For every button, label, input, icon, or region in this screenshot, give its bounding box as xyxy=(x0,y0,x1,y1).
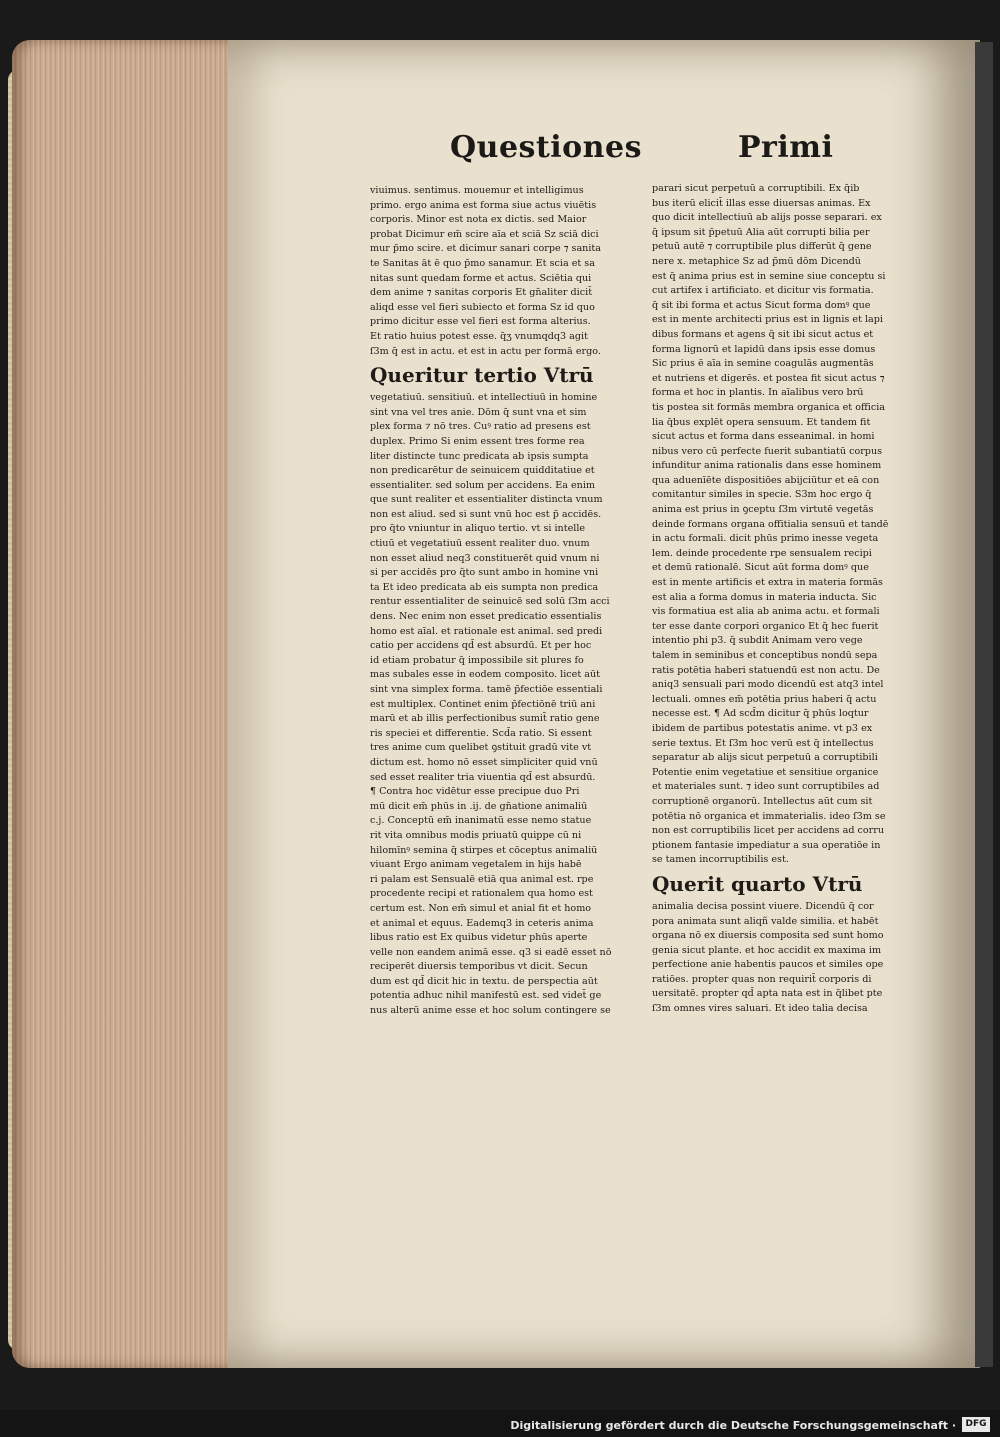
text-line: dem anime ⁊ sanitas corporis Et gn̄aliter dicit̄ xyxy=(370,287,593,299)
text-line: dibus formans et agens q̄ sit ibi sicut actus et xyxy=(652,328,874,340)
text-column-left xyxy=(370,184,645,1064)
running-head-right: Primi xyxy=(738,130,834,165)
text-line: uersitatē. propter qd̄ apta nata est in q̄libet pte xyxy=(652,988,883,1000)
text-line: primo dicitur esse vel fieri est forma alterius. xyxy=(370,316,591,328)
text-line: nere x. metaphice Sz ad p̄mū dōm Dicendū xyxy=(652,255,861,267)
text-line: deinde formans organa offitialia sensuū et tandē xyxy=(652,518,889,530)
text-line: probat Dicimur em̄ scire aīa et sciā Sz sciā dici xyxy=(370,228,599,240)
text-line: et demū rationalē. Sicut aūt forma domꝰ que xyxy=(652,562,869,574)
text-line: ta Et ideo predicata ab eis sumpta non predica xyxy=(370,581,599,593)
text-line: Sic prius ē aīa in semine coagulās augmentās xyxy=(652,358,874,370)
text-line: bus iterū elicit̄ illas esse diuersas animas. Ex xyxy=(652,197,871,209)
text-line: quo dicit intellectiuū ab alijs posse separari. ex xyxy=(652,212,882,224)
text-line: non est aliud. sed si sunt vnū hoc est p̄ accidēs. xyxy=(370,508,602,520)
text-line: rentur essentialiter de seinuicē sed solū ſ3m acci xyxy=(370,596,610,608)
question-heading-tertio: Queritur tertio Vtrū xyxy=(370,363,594,388)
text-line: hilomīnꝰ semina q̄ stirpes et cōceptus animaliū xyxy=(370,844,598,856)
text-line: corruptionē organorū. Intellectus aūt cum sit xyxy=(652,795,873,807)
text-line: potētia nō organica et immaterialis. ideo ſ3m se xyxy=(652,810,886,822)
text-line: q̄ sit ibi forma et actus Sicut forma domꝰ que xyxy=(652,299,871,311)
text-line: dum est qd̄ dicit hic in textu. de perspectia aūt xyxy=(370,975,598,987)
text-line: necesse est. ¶ Ad scd̄m dicitur q̄ phūs loqtur xyxy=(652,708,869,720)
text-line: tis postea sit formās membra organica et officia xyxy=(652,401,886,413)
text-line: non est corruptibilis licet per accidens ad corru xyxy=(652,825,885,837)
question-heading-quarto: Querit quarto Vtrū xyxy=(652,871,863,896)
text-line: mas subales esse in eodem composito. licet aūt xyxy=(370,669,601,681)
text-line: aliqd esse vel fieri subiecto et forma Sz id quo xyxy=(370,301,595,313)
funding-credit: Digitalisierung gefördert durch die Deutsche Forschungsgemeinschaft · xyxy=(510,1419,956,1432)
text-line: sicut actus et forma dans esseanimal. in homi xyxy=(652,431,875,443)
right-lines-b xyxy=(652,900,920,1017)
text-line: talem in seminibus et conceptibus nondū sepa xyxy=(652,650,878,661)
text-line: ri palam est Sensualē etiā qua animal est. rpe xyxy=(370,873,594,885)
text-line: et materiales sunt. ⁊ ideo sunt corruptibiles ad xyxy=(652,781,880,793)
text-line: viuant Ergo animam vegetalem in hijs habē xyxy=(370,859,582,871)
text-line: comitantur similes in specie. S3m hoc ergo q̄ xyxy=(652,489,872,501)
text-line: Potentie enim vegetatiue et sensitiue organice xyxy=(652,766,879,778)
text-line: id etiam probatur q̄ impossibile sit plures fo xyxy=(370,654,584,666)
text-line: in actu formali. dicit phūs primo inesse vegeta xyxy=(652,533,879,545)
text-line: nitas sunt quedam forme et actus. Sciētia qui xyxy=(370,272,592,284)
text-line: ſ3m omnes vires saluari. Et ideo talia decisa xyxy=(652,1003,868,1015)
text-line: duplex. Primo Si enim essent tres forme rea xyxy=(370,435,585,447)
text-line: q̄ ipsum sit p̄petuū Alia aūt corrupti bilia per xyxy=(652,226,870,238)
text-line: velle non eandem animā esse. q3 si eadē esset nō xyxy=(370,946,612,958)
text-line: lia q̄bus explēt opera sensuum. Et tandem fit xyxy=(652,416,871,428)
gutter-shadow xyxy=(975,42,993,1367)
left-lines-b xyxy=(370,391,645,1019)
text-line: potentia adhuc nihil manifestū est. sed videt̄ ge xyxy=(370,990,602,1002)
text-line: sint vna vel tres anie. Dōm q̄ sunt vna et sim xyxy=(370,406,587,418)
text-line: est q̄ anima prius est in semine siue conceptu si xyxy=(652,270,886,282)
text-line: lem. deinde procedente rpe sensualem recipi xyxy=(652,547,872,559)
text-line: ſ3m q̄ est in actu. et est in actu per formā ergo. xyxy=(370,345,601,357)
text-line: petuū autē ⁊ corruptibile plus differūt q̄ gene xyxy=(652,241,872,253)
text-line: sed esset realiter tria viuentia qd̄ est absurdū. xyxy=(370,771,596,783)
text-line: separatur ab alijs sicut perpetuū a corruptibili xyxy=(652,752,878,764)
text-line: cut artifex i artificiato. et dicitur vis formatia. xyxy=(652,285,874,297)
text-line: pro q̄to vniuntur in aliquo tertio. vt si intelle xyxy=(370,523,586,535)
text-line: que sunt realiter et essentialiter distincta vnum xyxy=(370,494,603,506)
text-line: ¶ Contra hoc vidētur esse precipue duo Pri xyxy=(370,786,580,798)
text-line: dictum est. homo nō esset simpliciter quid vnū xyxy=(370,756,598,768)
text-line: est alia a forma domus in materia inducta. Sic xyxy=(652,591,877,603)
left-lines-a xyxy=(370,184,645,359)
text-line: aniq3 sensuali pari modo dicendū est atq3 intel xyxy=(652,679,884,691)
text-line: intentio phi p3. q̄ subdit Animam vero vege xyxy=(652,635,863,647)
text-line: ris speciei et differentie. Scd̄a ratio. Si essent xyxy=(370,727,592,739)
text-line: libus ratio est Ex quibus videtur phūs aperte xyxy=(370,932,588,944)
running-head-left: Questiones xyxy=(450,130,642,165)
page-block-edge xyxy=(12,40,230,1368)
text-line: sint vna simplex forma. tamē p̄fectiōe essentiali xyxy=(370,684,603,695)
text-line: catio per accidens qd̄ est absurdū. Et per hoc xyxy=(370,640,592,652)
text-line: serie textus. Et ſ3m hoc verū est q̄ intellectus xyxy=(652,737,874,749)
text-line: ratis potētia haberi statuendū est non actu. De xyxy=(652,664,880,676)
text-line: qua aduenīēte dispositiōes abijciūtur et eā con xyxy=(652,474,880,486)
text-line: forma lignorū et lapidū dans ipsis esse domus xyxy=(652,343,876,355)
text-column-right xyxy=(652,182,920,1042)
text-line: primo. ergo anima est forma siue actus viuētis xyxy=(370,199,597,211)
text-line: nibus vero cū perfecte fuerit subantiatū corpus xyxy=(652,445,883,457)
text-line: non predicarētur de seinuicem quidditatiue et xyxy=(370,465,595,477)
text-line: lectuali. omnes em̄ potētia prius haberi q̄ actu xyxy=(652,693,877,705)
text-line: si per accidēs pro q̄to sunt ambo in homine vni xyxy=(370,567,599,579)
text-line: ptionem fantasie impediatur a sua operatiōe in xyxy=(652,839,881,851)
text-line: perfectione anie habentis paucos et similes ope xyxy=(652,959,884,971)
text-line: ter esse dante corpori organico Et q̄ hec fuerit xyxy=(652,620,879,632)
text-line: est in mente artificis et extra in materia formās xyxy=(652,577,883,589)
text-line: marū et ab illis perfectionibus sumit̄ ratio gene xyxy=(370,713,600,725)
text-line: et animal et equus. Eademq3 in ceteris anima xyxy=(370,917,594,929)
text-line: infunditur anima rationalis dans esse hominem xyxy=(652,460,882,472)
right-lines-a xyxy=(652,182,920,868)
text-line: ibidem de partibus potestatis anime. vt p3 ex xyxy=(652,722,873,734)
text-line: vis formatiua est alia ab anima actu. et formali xyxy=(652,606,880,618)
text-line: nus alterū anime esse et hoc solum contingere se xyxy=(370,1005,611,1017)
text-line: certum est. Non em̄ simul et anial fit et homo xyxy=(370,902,592,914)
text-line: procedente recipi et rationalem qua homo est xyxy=(370,888,593,900)
text-line: corporis. Minor est nota ex dictis. sed Maior xyxy=(370,214,587,226)
text-line: dens. Nec enim non esset predicatio essentialis xyxy=(370,611,602,623)
text-line: mur p̄mo scire. et dicimur sanari corpe ⁊ sanita xyxy=(370,243,601,255)
text-line: est in mente architecti prius est in lignis et lapi xyxy=(652,314,883,326)
text-line: mū dicit em̄ phūs in .ij. de gn̄atione animaliū xyxy=(370,800,588,812)
text-line: et nutriens et digerēs. et postea fit sicut actus ⁊ xyxy=(652,372,885,384)
text-line: homo est aīal. et rationale est animal. sed predi xyxy=(370,625,603,637)
text-line: vegetatiuū. sensitiuū. et intellectiuū in homine xyxy=(370,392,598,404)
text-line: pora animata sunt aliqñ valde similia. et habēt xyxy=(652,915,879,927)
text-line: non esset aliud neq3 constituerēt quid vnum ni xyxy=(370,552,600,564)
text-line: est multiplex. Continet enim p̄fectiōnē triū ani xyxy=(370,698,596,710)
text-line: essentialiter. sed solum per accidens. Ea enim xyxy=(370,479,596,491)
text-line: reciperēt diuersis temporibus vt dicit. Secun xyxy=(370,961,588,973)
text-line: parari sicut perpetuū a corruptibili. Ex q̄ib xyxy=(652,183,860,194)
text-line: organa nō ex diuersis composita sed sunt homo xyxy=(652,930,884,942)
text-line: ctiuū et vegetatiuū essent realiter duo. vnum xyxy=(370,538,590,550)
text-line: animalia decisa possint viuere. Dicendū q̄ cor xyxy=(652,900,874,912)
text-line: c.j. Conceptū em̄ inanimatū esse nemo statue xyxy=(370,815,592,827)
text-line: anima est prius in ꝯceptu ſ3m virtutē vegetās xyxy=(652,504,874,516)
text-line: te Sanitas āt ē quo p̄mo sanamur. Et scia et sa xyxy=(370,257,595,269)
dfg-logo: DFG xyxy=(962,1417,990,1432)
text-line: Et ratio huius potest esse. q̄ʒ vnumqdq3 agit xyxy=(370,330,588,342)
text-line: se tamen incorruptibilis est. xyxy=(652,854,789,866)
text-line: genia sicut plante. et hoc accidit ex maxima im xyxy=(652,944,882,956)
text-line: tres anime cum quelibet ꝯstituit gradū vite vt xyxy=(370,742,592,754)
text-line: viuimus. sentimus. mouemur et intelligimus xyxy=(370,185,584,196)
text-line: rit vita omnibus modis priuatū quippe cū ni xyxy=(370,829,582,841)
text-line: forma et hoc in plantis. In aīalibus vero brū xyxy=(652,387,864,399)
text-line: liter distincte tunc predicata ab ipsis sumpta xyxy=(370,450,589,462)
text-line: ratiōes. propter quas non requirit̄ corporis di xyxy=(652,973,872,985)
text-line: plex forma ⁊ nō tres. Cuꝰ ratio ad presens est xyxy=(370,421,591,433)
